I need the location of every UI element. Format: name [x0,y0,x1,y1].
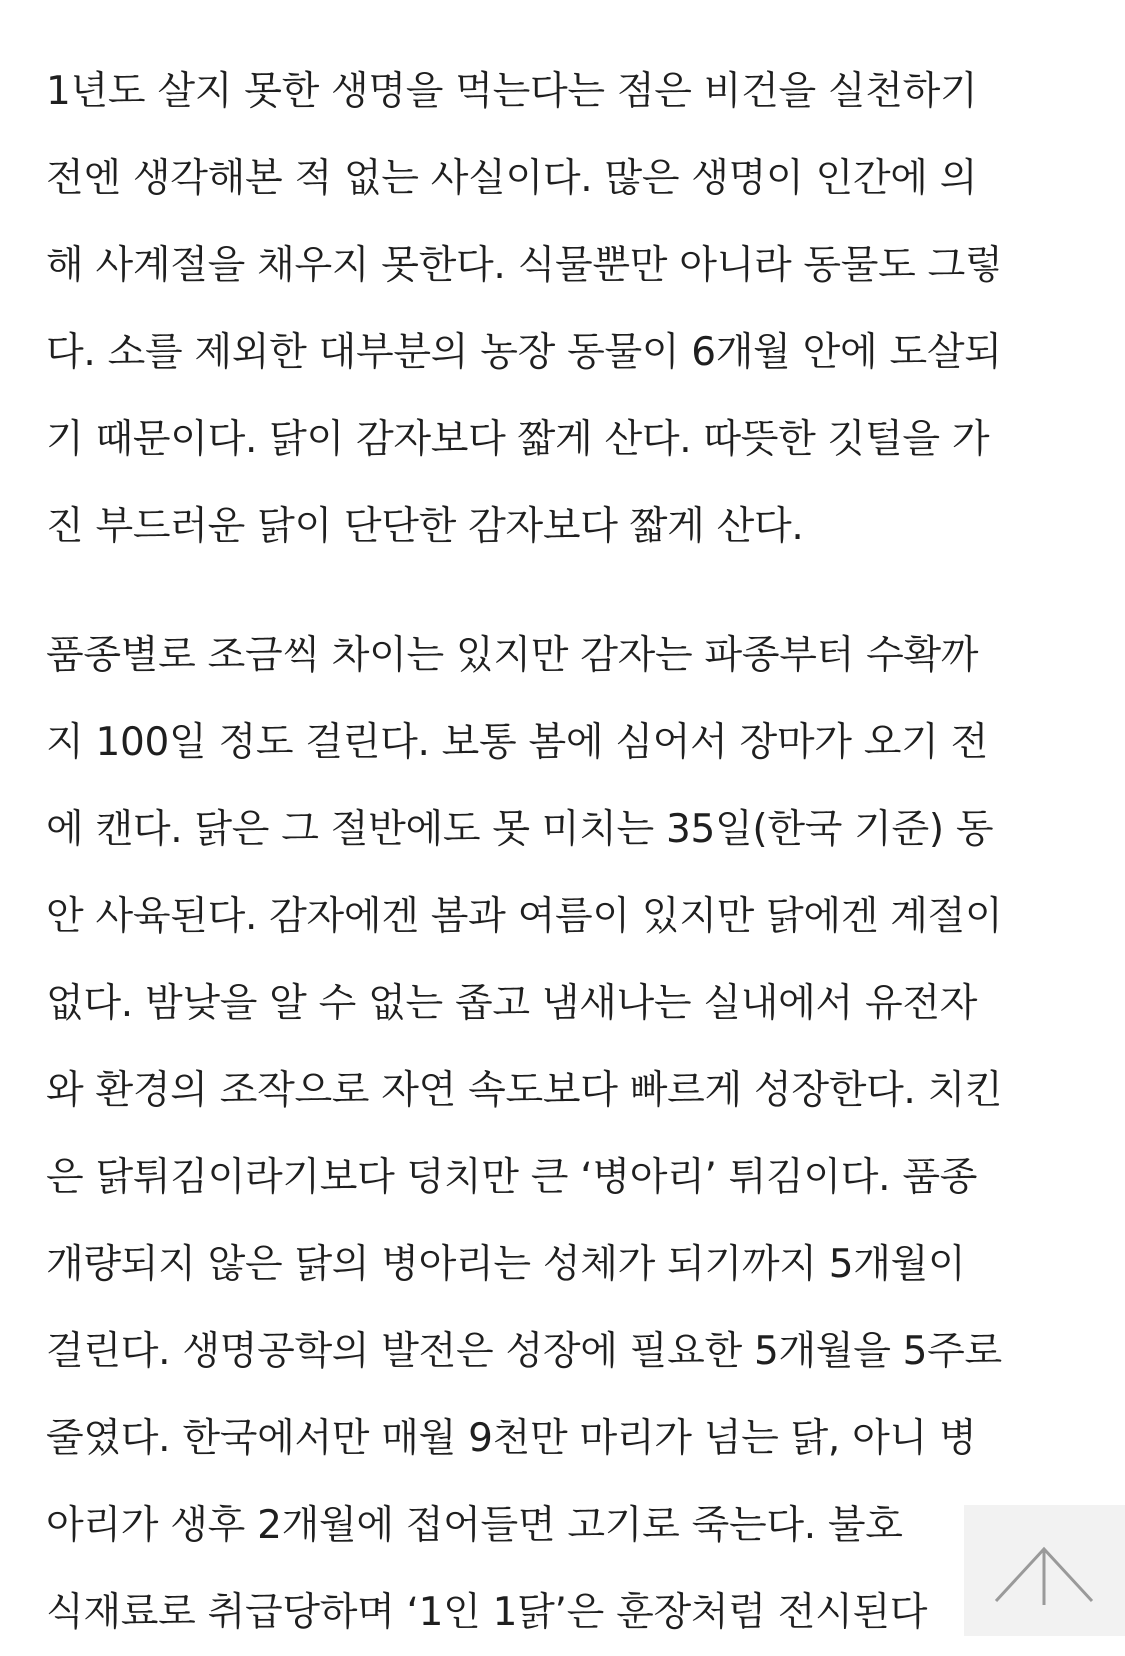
text-line: 식재료로 취급당하며 ‘1인 1닭’은 훈장처럼 전시된다 [46,1590,928,1635]
text-line: 없다. 밤낮을 알 수 없는 좁고 냄새나는 실내에서 유전자 [46,981,978,1026]
article-body [46,48,1086,1656]
text-line: 전엔 생각해본 적 없는 사실이다. 많은 생명이 인간에 의 [46,156,978,201]
text-line: 은 닭튀김이라기보다 덩치만 큰 ‘병아리’ 튀김이다. 품종 [46,1155,978,1200]
paragraph-spacer [46,570,1086,612]
text-line: 기 때문이다. 닭이 감자보다 짧게 산다. 따뜻한 깃털을 가 [46,417,990,462]
chevron-up-icon [992,1543,1096,1605]
text-line: 걸린다. 생명공학의 발전은 성장에 필요한 5개월을 5주로 [46,1329,1002,1374]
scroll-to-top-button[interactable] [964,1505,1125,1636]
text-line: 해 사계절을 채우지 못한다. 식물뿐만 아니라 동물도 그렇 [46,243,1003,288]
text-line: 지 100일 정도 걸린다. 보통 봄에 심어서 장마가 오기 전 [46,720,988,765]
paragraph-1 [46,48,1086,570]
paragraph-2 [46,612,1086,1656]
text-line: 진 부드러운 닭이 단단한 감자보다 짧게 산다. [46,504,804,549]
text-line: 와 환경의 조작으로 자연 속도보다 빠르게 성장한다. 치킨 [46,1068,1003,1113]
text-line: 품종별로 조금씩 차이는 있지만 감자는 파종부터 수확까 [46,633,979,678]
text-line: 줄였다. 한국에서만 매월 9천만 마리가 넘는 닭, 아니 병 [46,1416,977,1461]
text-line: 1년도 살지 못한 생명을 먹는다는 점은 비건을 실천하기 [46,69,978,114]
text-line: 다. 소를 제외한 대부분의 농장 동물이 6개월 안에 도살되 [46,330,1002,375]
text-line: 안 사육된다. 감자에겐 봄과 여름이 있지만 닭에겐 계절이 [46,894,1003,939]
text-line: 에 캔다. 닭은 그 절반에도 못 미치는 35일(한국 기준) 동 [46,807,994,852]
text-line: 아리가 생후 2개월에 접어들면 고기로 죽는다. 불호 [46,1503,903,1548]
text-line: 개량되지 않은 닭의 병아리는 성체가 되기까지 5개월이 [46,1242,966,1287]
